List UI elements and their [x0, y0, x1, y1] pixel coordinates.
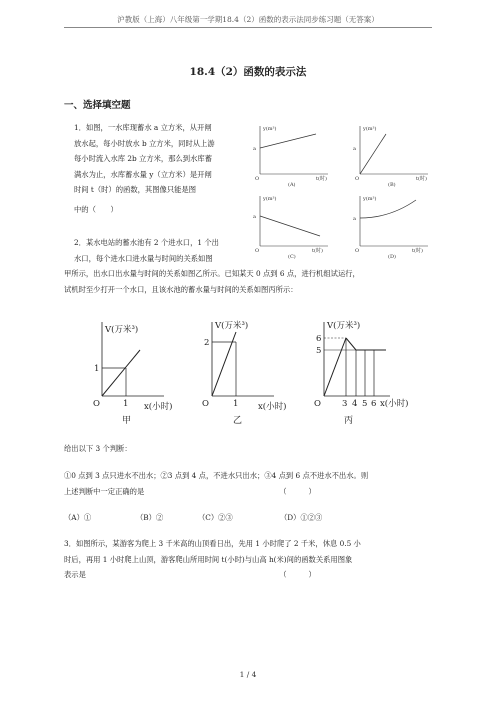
graph-bing	[314, 320, 408, 426]
jia-xlabel: x(小时)	[144, 402, 173, 412]
q2-judgements	[64, 468, 444, 499]
q2-line: 试机时至少打开一个水口，且该水池的蓄水量与时间的关系如图丙所示：	[64, 284, 298, 294]
graph-a	[253, 125, 328, 188]
graph-b	[353, 125, 428, 188]
graph-b-xlabel: t(时)	[416, 176, 427, 182]
q3-text	[64, 536, 434, 583]
bing-caption: 丙	[344, 416, 354, 426]
graph-a-a: a	[253, 146, 256, 152]
q1-line: 每小时流入水库 2b 立方米，那么到水库蓄	[74, 154, 212, 164]
q1-line: 放水起，每小时放水 b 立方米，同时从上游	[74, 138, 215, 148]
yi-origin: O	[202, 399, 209, 409]
option-b: （B）②	[136, 513, 164, 522]
q3-line: 表示是 （ ）	[64, 570, 316, 580]
graph-d-origin: O	[355, 248, 360, 254]
bing-xtick-5: 5	[362, 399, 368, 409]
doc-title: 18.4（2）函数的表示法	[189, 66, 307, 78]
q2-line: 2．某水电站的蓄水池有 2 个进水口，1 个出	[74, 238, 219, 247]
header-divider	[64, 27, 432, 28]
q2-text	[64, 235, 430, 297]
jia-origin: O	[93, 399, 100, 409]
graph-d-xlabel: t(时)	[412, 248, 423, 254]
graph-c-xlabel: t(时)	[312, 248, 323, 254]
page-header: 沪教版（上海）八年级第一学期18.4（2）函数的表示法同步练习题（无答案）	[117, 15, 379, 24]
q2-options	[64, 510, 424, 526]
graph-yi	[202, 320, 286, 426]
bing-xtick-6: 6	[371, 399, 377, 409]
q2-line: 水口，每个进水口进水量与时间的关系如图	[74, 253, 213, 263]
bing-origin: O	[314, 399, 321, 409]
graph-a-ylabel: y(m³)	[263, 126, 277, 132]
q2-graphs	[80, 312, 420, 430]
q3-line: 时后，再用 1 小时爬上山顶，游客爬山所用时间 t(小时)与山高 h(米)间的函数关系用图象	[64, 554, 353, 564]
q1-line: 时间 t（时）的函数，其图像只能是图	[74, 185, 197, 195]
option-c: （C）②③	[198, 513, 233, 522]
option-d: （D）①②③	[280, 513, 323, 522]
graph-c-a: a	[253, 214, 256, 220]
jia-xtick: 1	[123, 399, 129, 409]
graph-d-caption: (D)	[388, 254, 396, 260]
jia-ylabel: V(万米³)	[105, 325, 139, 335]
graph-c-origin: O	[255, 248, 260, 254]
jia-caption: 甲	[122, 416, 132, 426]
bing-xlabel: x(小时)	[380, 399, 409, 409]
q2-judgement-line: ①0 点到 3 点只进水不出水；②3 点到 4 点，不进水只出水；③4 点到 6 点不进水不出水。则	[64, 471, 369, 480]
q2-after: 给出以下 3 个判断：	[64, 444, 132, 453]
q1-line: 满水为止，水库蓄水量 y（立方米）是开闸	[74, 169, 212, 179]
graph-b-ylabel: y(m³)	[363, 126, 377, 132]
yi-ylabel: V(万米³)	[215, 321, 249, 331]
yi-caption: 乙	[233, 416, 243, 426]
q1-text	[74, 120, 254, 218]
q2-line: 甲所示，出水口出水量与时间的关系如图乙所示。已知某天 0 点到 6 点，进行机组试运行，	[64, 269, 360, 279]
graph-d-ylabel: y(m³)	[363, 196, 377, 202]
option-a: （A）①	[64, 513, 92, 522]
jia-ytick: 1	[94, 364, 100, 374]
graph-a-xlabel: t(时)	[316, 176, 327, 182]
graph-jia	[93, 322, 172, 426]
bing-xtick-3: 3	[342, 399, 348, 409]
yi-xlabel: x(小时)	[258, 402, 287, 412]
graph-b-caption: (B)	[388, 182, 396, 188]
graph-a-caption: (A)	[288, 182, 296, 188]
q1-line: 中的（ ）	[74, 204, 118, 214]
graph-d-a: a	[353, 216, 356, 222]
graph-c-caption: (C)	[288, 254, 296, 260]
graph-b-origin: O	[355, 176, 360, 182]
graph-c-ylabel: y(m³)	[263, 196, 277, 202]
graph-a-origin: O	[255, 176, 260, 182]
yi-xtick: 1	[233, 399, 239, 409]
q3-line: 3．如图所示，某游客为爬上 3 千米高的山顶看日出，先用 1 小时爬了 2 千米，休息 0.5 小	[64, 539, 361, 548]
page-number: 1 / 4	[239, 670, 257, 679]
section-heading: 一、选择填空题	[64, 100, 131, 111]
bing-ytick-6: 6	[316, 334, 322, 344]
bing-ytick-5: 5	[316, 346, 322, 356]
q2-judgement-line: 上述判断中一定正确的是 （ ）	[64, 486, 316, 496]
bing-ylabel: V(万米³)	[327, 321, 361, 331]
graph-b-a: a	[353, 146, 356, 152]
bing-xtick-4: 4	[352, 399, 358, 409]
yi-ytick: 2	[204, 338, 210, 348]
q1-line: 1．如图，一水库现蓄水 a 立方米，从开闸	[74, 123, 212, 132]
